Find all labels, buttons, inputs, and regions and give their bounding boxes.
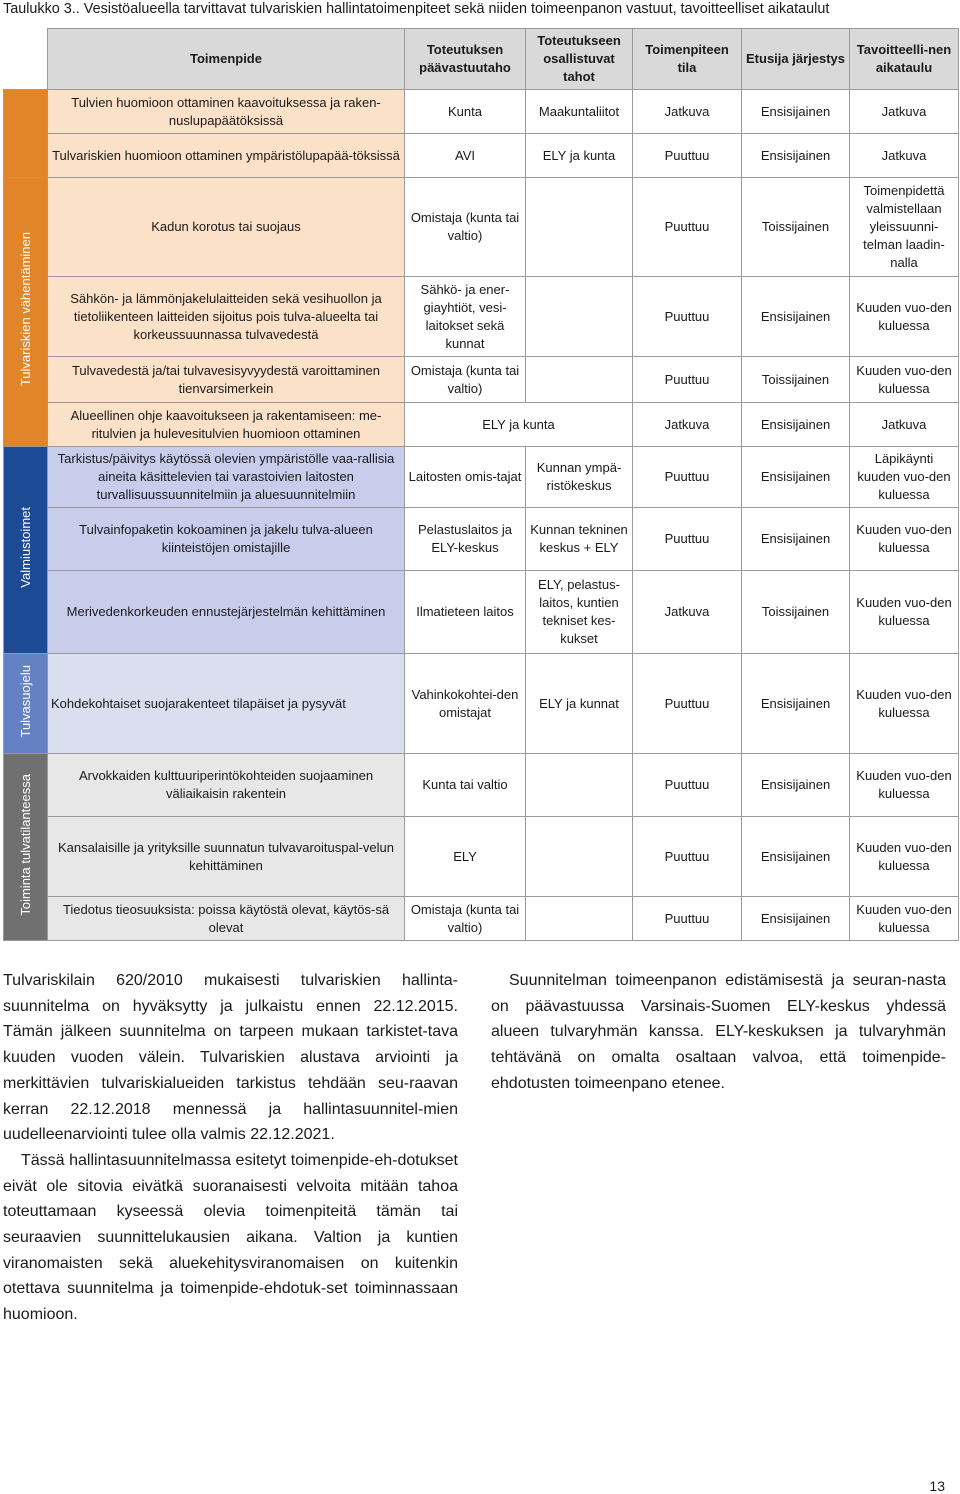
measure-cell: Sähkön- ja lämmönjakelulaitteiden sekä vesihuollon ja tietoliikenteen laitteiden sijoitus pois tulva-alueelta tai korkeussuunnassa tulvavedestä (48, 277, 405, 357)
schedule-cell: Jatkuva (850, 90, 959, 134)
measure-cell: Tulvien huomioon ottaminen kaavoituksessa ja raken-nuslupapäätöksissä (48, 90, 405, 134)
priority-cell: Ensisijainen (742, 654, 850, 754)
header-measure: Toimenpide (48, 29, 405, 90)
category-label: Valmiustoimet (17, 507, 33, 588)
status-cell: Puuttuu (633, 897, 742, 941)
priority-cell: Ensisijainen (742, 817, 850, 897)
measure-cell: Alueellinen ohje kaavoitukseen ja rakentamiseen: me-ritulvien ja hulevesitulvien huomioon ottaminen (48, 403, 405, 447)
header-priority: Etusija järjestys (742, 29, 850, 90)
table-row (4, 654, 959, 754)
schedule-cell: Kuuden vuo-den kuluessa (850, 897, 959, 941)
schedule-cell: Kuuden vuo-den kuluessa (850, 277, 959, 357)
status-cell: Jatkuva (633, 571, 742, 654)
main-cell: Pelastuslaitos ja ELY-keskus (405, 508, 526, 571)
measure-cell: Kadun korotus tai suojaus (48, 178, 405, 277)
status-cell: Puuttuu (633, 654, 742, 754)
header-main-responsible: Toteutuksen päävastuutaho (405, 29, 526, 90)
table-row (4, 508, 959, 571)
schedule-cell: Jatkuva (850, 134, 959, 178)
priority-cell: Ensisijainen (742, 90, 850, 134)
priority-cell: Toissijainen (742, 178, 850, 277)
status-cell: Puuttuu (633, 178, 742, 277)
main-cell: Omistaja (kunta tai valtio) (405, 357, 526, 403)
participants-cell: ELY ja kunnat (526, 654, 633, 754)
measure-cell: Tulvariskien huomioon ottaminen ympäristölupapää-töksissä (48, 134, 405, 178)
header-status: Toimenpiteen tila (633, 29, 742, 90)
measure-cell: Tarkistus/päivitys käytössä olevien ympäristölle vaa-rallisia aineita käsittelevien tai varastoivien laitosten turvallisuussuunnitelmiin ja aluesuunnitelmiin (48, 447, 405, 508)
participants-cell: ELY ja kunta (526, 134, 633, 178)
category-label: Tulvasuojelu (17, 664, 33, 738)
status-cell: Jatkuva (633, 403, 742, 447)
measure-cell: Merivedenkorkeuden ennustejärjestelmän kehittäminen (48, 571, 405, 654)
participants-cell (526, 277, 633, 357)
paragraph: Suunnitelman toimeenpanon edistämisestä ja seuran-nasta on päävastuussa Varsinais-Suomen ELY-keskus yhdessä alueen tulvaryhmän kanssa. ELY-keskuksen ja tulvaryhmän tehtävänä on omalta osaltaan valvoa, että toimenpide-ehdotusten toimeenpano etenee. (491, 972, 946, 1092)
status-cell: Puuttuu (633, 817, 742, 897)
schedule-cell: Kuuden vuo-den kuluessa (850, 508, 959, 571)
table-row (4, 357, 959, 403)
participants-cell (526, 817, 633, 897)
category-reduction-top (4, 90, 48, 178)
participants-cell (526, 357, 633, 403)
category-label: Tulvariskien vähentäminen (17, 232, 33, 387)
priority-cell: Ensisijainen (742, 447, 850, 508)
category-reduction (4, 178, 48, 447)
priority-cell: Toissijainen (742, 357, 850, 403)
main-cell: Kunta tai valtio (405, 754, 526, 817)
measure-cell: Tulvavedestä ja/tai tulvavesisyvyydestä varoittaminen tienvarsimerkein (48, 357, 405, 403)
status-cell: Puuttuu (633, 134, 742, 178)
priority-cell: Ensisijainen (742, 403, 850, 447)
table-caption: Taulukko 3.. Vesistöalueella tarvittavat tulvariskien hallintatoimenpiteet sekä niiden toimeenpanon vastuut, tavoitteelliset aikataulut (3, 1, 830, 17)
main-cell: Laitosten omis-tajat (405, 447, 526, 508)
measure-cell: Tulvainfopaketin kokoaminen ja jakelu tulva-alueen kiinteistöjen omistajille (48, 508, 405, 571)
priority-cell: Ensisijainen (742, 897, 850, 941)
category-protection (4, 654, 48, 754)
measure-cell: Kansalaisille ja yrityksille suunnatun tulvavaroituspal-velun kehittäminen (48, 817, 405, 897)
priority-cell: Ensisijainen (742, 134, 850, 178)
participants-cell (526, 178, 633, 277)
priority-cell: Ensisijainen (742, 277, 850, 357)
participants-cell: Kunnan ympä-ristökeskus (526, 447, 633, 508)
header-blank (4, 29, 48, 90)
main-cell: ELY ja kunta (405, 403, 633, 447)
body-text-left (3, 968, 458, 1328)
main-cell: Ilmatieteen laitos (405, 571, 526, 654)
table-row (4, 447, 959, 508)
table-row (4, 277, 959, 357)
participants-cell: Maakuntaliitot (526, 90, 633, 134)
measures-table (3, 28, 959, 941)
measure-cell: Arvokkaiden kulttuuriperintökohteiden suojaaminen väliaikaisin rakentein (48, 754, 405, 817)
paragraph: Tässä hallintasuunnitelmassa esitetyt toimenpide-eh-dotukset eivät ole sitovia eivätkä suoranaisesti velvoita mitään tahoa toteuttamaan kyseessä olevia toimenpiteitä tämän tai seuraavien suunnittelukausien aikana. Valtion ja kuntien viranomaisten sekä aluekehitysviranomaisen on kuitenkin otettava suunnitelma ja toimenpide-ehdotuk-set toiminnassaan huomioon. (3, 1151, 458, 1324)
schedule-cell: Kuuden vuo-den kuluessa (850, 754, 959, 817)
priority-cell: Ensisijainen (742, 754, 850, 817)
table-row (4, 897, 959, 941)
status-cell: Puuttuu (633, 447, 742, 508)
schedule-cell: Kuuden vuo-den kuluessa (850, 571, 959, 654)
main-cell: Omistaja (kunta tai valtio) (405, 178, 526, 277)
schedule-cell: Toimenpidettä valmistellaan yleissuunni-telman laadin-nalla (850, 178, 959, 277)
table-row (4, 90, 959, 134)
schedule-cell: Kuuden vuo-den kuluessa (850, 654, 959, 754)
body-text-right (491, 968, 946, 1097)
participants-cell: Kunnan tekninen keskus + ELY (526, 508, 633, 571)
table-row (4, 754, 959, 817)
participants-cell (526, 897, 633, 941)
category-label: Toiminta tulvatilanteessa (17, 773, 33, 916)
main-cell: AVI (405, 134, 526, 178)
header-participants: Toteutukseen osallistuvat tahot (526, 29, 633, 90)
schedule-cell: Kuuden vuo-den kuluessa (850, 817, 959, 897)
measure-cell: Tiedotus tieosuuksista: poissa käytöstä olevat, käytös-sä olevat (48, 897, 405, 941)
schedule-cell: Läpikäynti kuuden vuo-den kuluessa (850, 447, 959, 508)
status-cell: Puuttuu (633, 754, 742, 817)
main-cell: Kunta (405, 90, 526, 134)
participants-cell: ELY, pelastus-laitos, kuntien tekniset kes-kukset (526, 571, 633, 654)
table-row (4, 571, 959, 654)
table-row (4, 817, 959, 897)
table-row (4, 403, 959, 447)
schedule-cell: Kuuden vuo-den kuluessa (850, 357, 959, 403)
main-cell: ELY (405, 817, 526, 897)
table-row (4, 178, 959, 277)
category-flood-action (4, 754, 48, 941)
category-preparedness (4, 447, 48, 654)
priority-cell: Toissijainen (742, 571, 850, 654)
status-cell: Puuttuu (633, 277, 742, 357)
header-schedule: Tavoitteelli-nen aikataulu (850, 29, 959, 90)
main-cell: Vahinkokohtei-den omistajat (405, 654, 526, 754)
paragraph: Tulvariskilain 620/2010 mukaisesti tulvariskien hallinta-suunnitelma on hyväksytty ja julkaistu ennen 22.12.2015. Tämän jälkeen suunnitelma on tarpeen mukaan tarkistet-tava kuuden vuoden välein. Tulvariskien alustava arviointi ja merkittävien tulvariskialueiden tarkistus tehdään seu-raavan kerran 22.12.2018 mennessä ja hallintasuunnitel-mien uudelleenarviointi tulee olla valmis 22.12.2021. (3, 972, 458, 1144)
measure-cell: Kohdekohtaiset suojarakenteet tilapäiset ja pysyvät (48, 654, 405, 754)
participants-cell (526, 754, 633, 817)
priority-cell: Ensisijainen (742, 508, 850, 571)
status-cell: Jatkuva (633, 90, 742, 134)
table-row (4, 134, 959, 178)
main-cell: Omistaja (kunta tai valtio) (405, 897, 526, 941)
main-cell: Sähkö- ja ener-giayhtiöt, vesi-laitokset sekä kunnat (405, 277, 526, 357)
status-cell: Puuttuu (633, 357, 742, 403)
header-row (4, 29, 959, 90)
status-cell: Puuttuu (633, 508, 742, 571)
schedule-cell: Jatkuva (850, 403, 959, 447)
page-number: 13 (929, 1478, 945, 1494)
